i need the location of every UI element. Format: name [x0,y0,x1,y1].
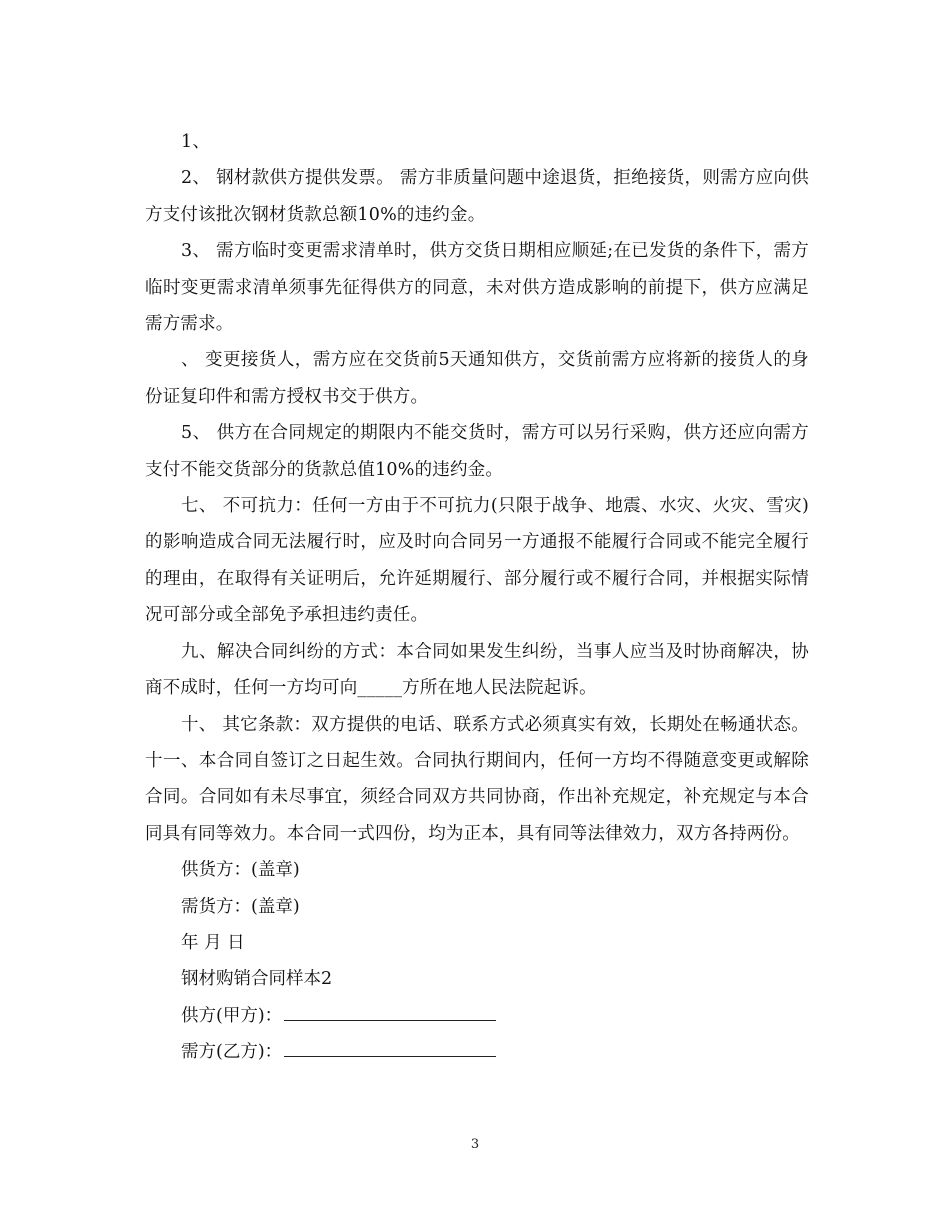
clause-paragraph: 1、 [181,132,211,152]
party-b-label: 需方(乙方)： [181,1042,283,1063]
sample-title: 钢材购销合同样本2 [181,969,333,990]
date-line: 年 月 日 [181,932,245,953]
clause-paragraph: 、 变更接货人，需方应在交货前5天通知供方，交货前需方应将新的接货人的身份证复印件和需方授权书交于供方。 [145,350,809,407]
page-number: 3 [470,1137,480,1152]
supplier-seal-line: 供货方：(盖章) [181,860,300,881]
party-a-line [145,998,809,1034]
buyer-seal-line: 需货方：(盖章) [181,896,300,917]
dispute-resolution-paragraph: 九、解决合同纠纷的方式：本合同如果发生纠纷，当事人应当及时协商解决，协商不成时，任何一方均可向_____方所在地人民法院起诉。 [145,641,809,699]
party-b-blank [284,1042,496,1057]
other-terms-paragraph: 十、 其它条款：双方提供的电话、联系方式必须真实有效，长期处在畅通状态。 十一、本合同自签订之日起生效。合同执行期间内，任何一方均不得随意变更或解除合同。合同如有未尽事宜，须经合同双方共同协商，作出补充规定，补充规定与本合同具有同等效力。本合同一式四份，均为正本，具有同等法律效力，双方各持两份。 [145,714,809,844]
clause-paragraph: 2、 钢材款供方提供发票。 需方非质量问题中途退货，拒绝接货，则需方应向供方支付该批次钢材货款总额10%的违约金。 [145,168,809,225]
party-b-line [145,1034,809,1070]
clause-paragraph: 3、 需方临时变更需求清单时，供方交货日期相应顺延;在已发货的条件下，需方临时变更需求清单须事先征得供方的同意，未对供方造成影响的前提下，供方应满足需方需求。 [145,241,809,335]
party-a-blank [284,1006,496,1021]
party-a-label: 供方(甲方)： [181,1005,283,1026]
force-majeure-paragraph: 七、 不可抗力：任何一方由于不可抗力(只限于战争、地震、水灾、火灾、雪灾)的影响造成合同无法履行时，应及时向合同另一方通报不能履行合同或不能完全履行的理由，在取得有关证明后，允许延期履行、部分履行或不履行合同，并根据实际情况可部分或全部免予承担违约责任。 [145,496,809,626]
clause-paragraph: 5、 供方在合同规定的期限内不能交货时，需方可以另行采购，供方还应向需方支付不能交货部分的货款总值10%的违约金。 [145,423,809,480]
document-body [145,124,809,1071]
